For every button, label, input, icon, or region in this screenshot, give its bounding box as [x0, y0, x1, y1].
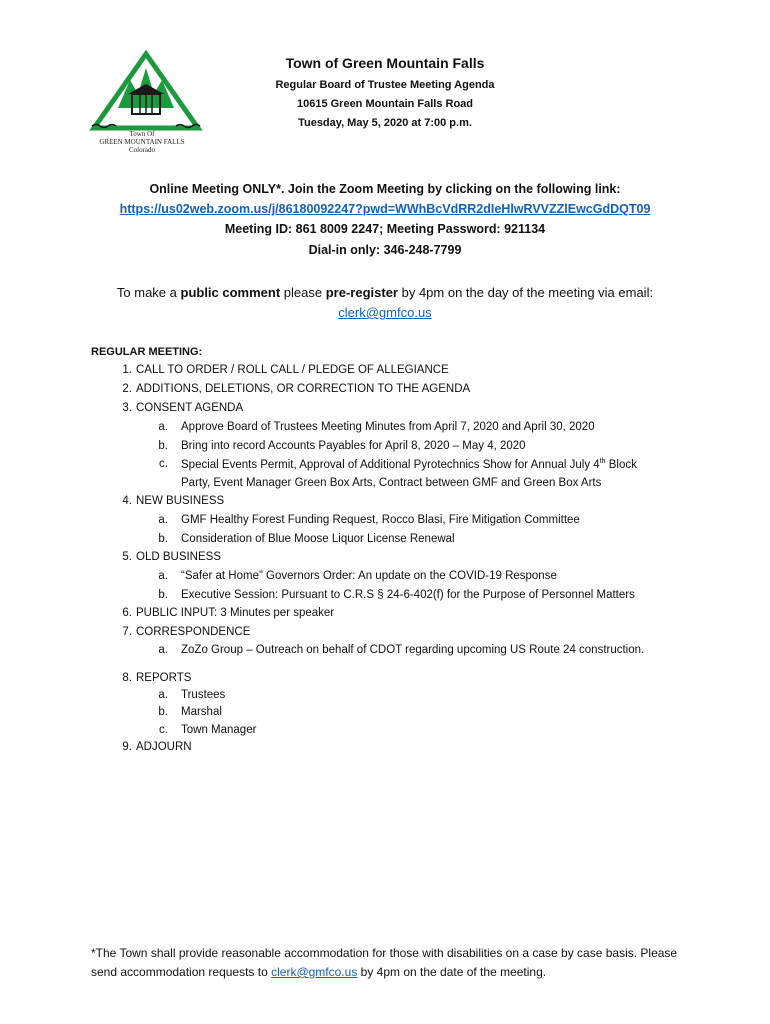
clerk-email-link[interactable]: clerk@gmfco.us — [338, 305, 432, 320]
agenda-subitem: GMF Healthy Forest Funding Request, Rocco Blasi, Fire Mitigation Committee — [181, 514, 580, 526]
agenda-item-number: 6. — [122, 607, 132, 619]
agenda-item: CALL TO ORDER / ROLL CALL / PLEDGE OF ALLEGIANCE — [136, 364, 449, 376]
page-title: Town of Green Mountain Falls — [285, 55, 485, 71]
agenda-subitem: Approve Board of Trustees Meeting Minutes from April 7, 2020 and April 30, 2020 — [181, 421, 595, 433]
agenda-item: PUBLIC INPUT: 3 Minutes per speaker — [136, 607, 335, 619]
agenda-subitem-label: a. — [158, 514, 168, 526]
logo-caption — [88, 130, 196, 154]
agenda-subitem: Special Events Permit, Approval of Additional Pyrotechnics Show for Annual July 4th Block — [181, 458, 637, 471]
agenda-item-number: 3. — [122, 402, 132, 414]
agenda-subitem-label: b. — [158, 589, 168, 601]
meeting-datetime: Tuesday, May 5, 2020 at 7:00 p.m. — [298, 117, 472, 129]
footer-note — [91, 944, 711, 982]
agenda-item-number: 1. — [122, 364, 132, 376]
dial-in: Dial-in only: 346-248-7799 — [308, 243, 462, 257]
agenda-subitem: “Safer at Home” Governors Order: An update on the COVID-19 Response — [181, 570, 557, 582]
agenda-subitem: Consideration of Blue Moose Liquor License Renewal — [181, 533, 455, 545]
agenda-subitem-continuation: Party, Event Manager Green Box Arts, Contract between GMF and Green Box Arts — [181, 477, 602, 489]
agenda-subitem: Marshal — [181, 706, 222, 718]
agenda-item-number: 2. — [122, 383, 132, 395]
agenda-subitem-label: b. — [158, 706, 168, 718]
agenda-subitem: Trustees — [181, 689, 226, 701]
agenda-item-number: 8. — [122, 672, 132, 684]
agenda-item: CONSENT AGENDA — [136, 402, 244, 414]
agenda-item-number: 7. — [122, 626, 132, 638]
agenda-item: ADDITIONS, DELETIONS, OR CORRECTION TO THE AGENDA — [136, 383, 471, 395]
agenda-item: ADJOURN — [136, 741, 192, 753]
agenda-subitem: ZoZo Group – Outreach on behalf of CDOT regarding upcoming US Route 24 construction. — [181, 644, 645, 656]
agenda-subitem-label: b. — [158, 440, 168, 452]
logo-line-2: GREEN MOUNTAIN FALLS — [99, 138, 185, 146]
agenda-subitem: Town Manager — [181, 724, 257, 736]
agenda-subitem-label: a. — [158, 570, 168, 582]
regular-meeting-heading: REGULAR MEETING: — [91, 346, 203, 358]
footer-line-2: send accommodation requests to clerk@gmfco.us by 4pm on the date of the meeting. — [91, 965, 547, 979]
agenda-subitem-label: a. — [158, 644, 168, 656]
agenda-item: NEW BUSINESS — [136, 495, 225, 507]
logo-line-3: Colorado — [128, 146, 156, 154]
meeting-id: Meeting ID: 861 8009 2247; Meeting Password: 921134 — [224, 222, 546, 236]
meeting-address: 10615 Green Mountain Falls Road — [296, 98, 474, 110]
agenda-subitem-label: a. — [158, 421, 168, 433]
agenda-subitem-label: a. — [158, 689, 168, 701]
agenda-subitem: Executive Session: Pursuant to C.R.S § 24-6-402(f) for the Purpose of Personnel Matters — [181, 589, 635, 601]
zoom-link[interactable]: https://us02web.zoom.us/j/86180092247?pwd=WWhBcVdRR2dIeHlwRVVZZlEwcGdDQT09 — [119, 202, 651, 216]
footer-line-1: *The Town shall provide reasonable accommodation for those with disabilities on a case by case basis. Please — [91, 946, 678, 960]
agenda-item: CORRESPONDENCE — [136, 626, 251, 638]
agenda-subitem: Bring into record Accounts Payables for April 8, 2020 – May 4, 2020 — [181, 440, 526, 452]
agenda-item-number: 5. — [122, 551, 132, 563]
agenda-item-number: 9. — [122, 741, 132, 753]
agenda-item: REPORTS — [136, 672, 192, 684]
footer-email-link[interactable]: clerk@gmfco.us — [271, 965, 358, 979]
agenda-subitem-label: c. — [159, 724, 168, 736]
agenda-subitem-label: b. — [158, 533, 168, 545]
agenda-subtitle: Regular Board of Trustee Meeting Agenda — [275, 79, 495, 91]
public-comment-text: To make a public comment please pre-register by 4pm on the day of the meeting via email: — [116, 285, 654, 300]
agenda-subitem-label: c. — [159, 458, 168, 470]
agenda-item: OLD BUSINESS — [136, 551, 221, 563]
logo-line-1: Town Of — [129, 130, 155, 138]
agenda-item-number: 4. — [122, 495, 132, 507]
online-intro: Online Meeting ONLY*. Join the Zoom Meeting by clicking on the following link: — [149, 182, 621, 196]
